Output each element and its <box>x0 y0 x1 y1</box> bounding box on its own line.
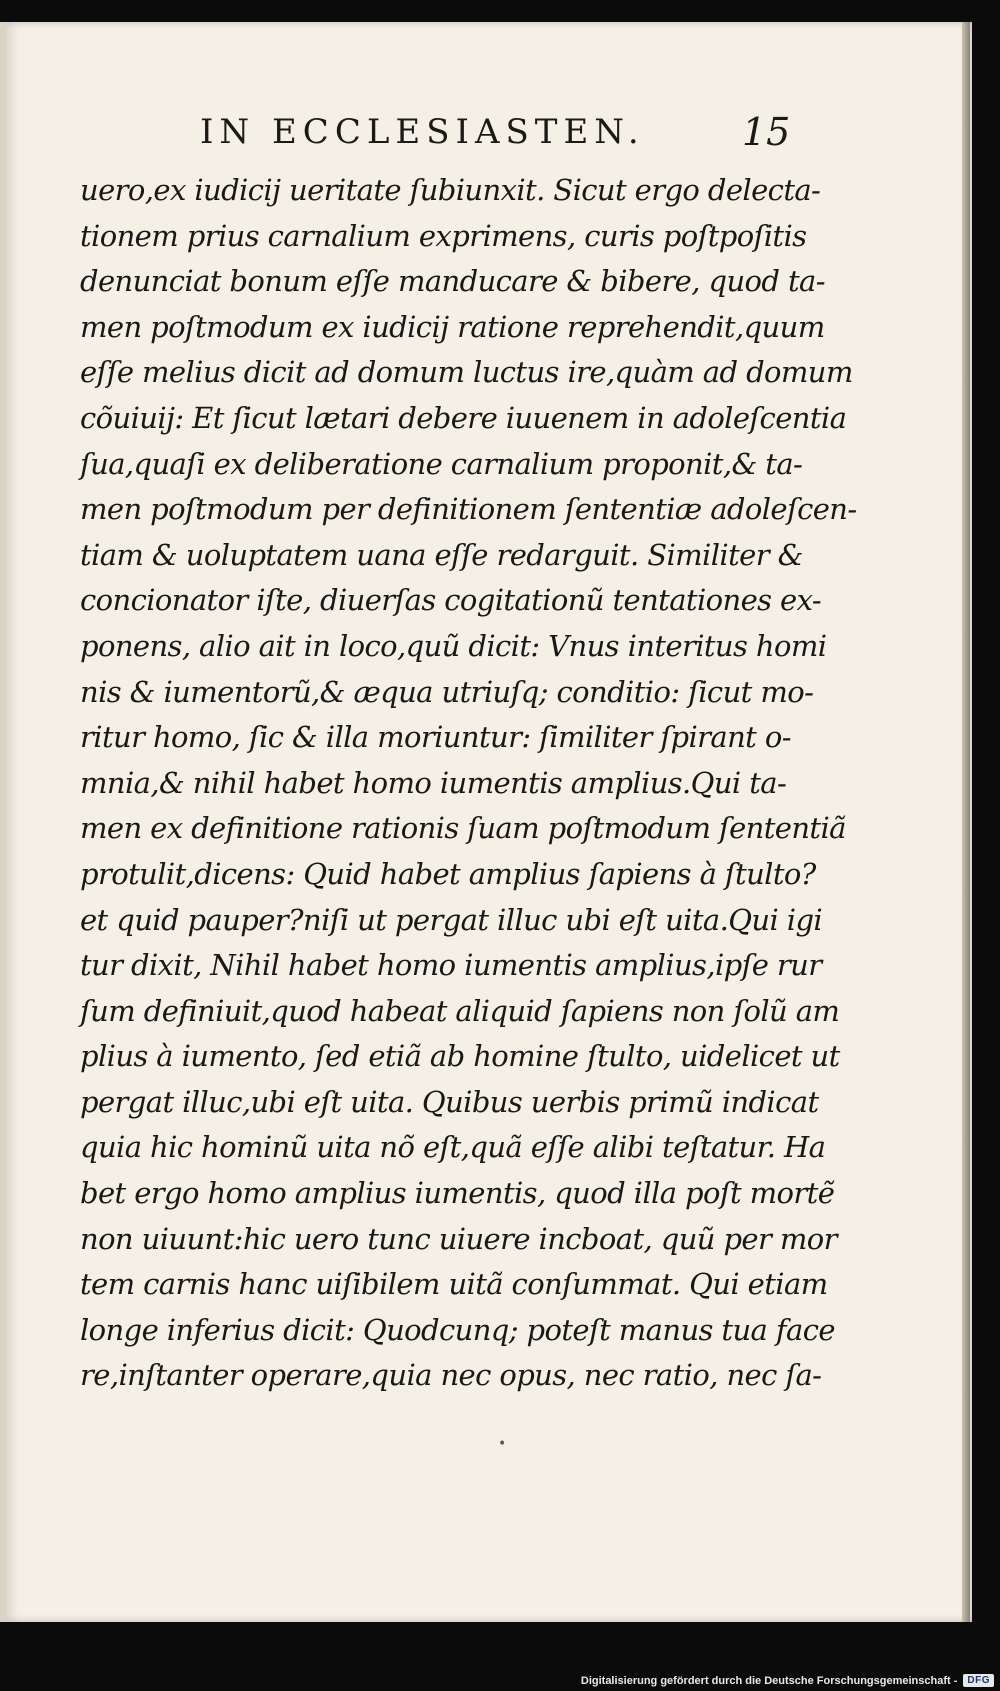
ink-mark: • <box>498 1436 507 1452</box>
text-line: men poſtmodum ex iudicij ratione reprehendit,quum <box>80 309 825 344</box>
text-line: plius à iumento, ſed etiã ab homine ſtulto, uidelicet ut <box>80 1039 840 1074</box>
text-line: tionem prius carnalium exprimens, curis poſtpoſitis <box>80 218 807 253</box>
text-line: quia hic hominũ uita nõ eſt,quã eſſe alibi teſtatur. Ha <box>80 1130 826 1165</box>
running-head: IN ECCLESIASTEN. <box>200 112 645 152</box>
text-line: cõuiuij: Et ſicut lætari debere iuuenem in adoleſcentia <box>80 400 847 435</box>
text-line: ſum definiuit,quod habeat aliquid ſapiens non ſolũ am <box>80 993 840 1028</box>
text-line: men ex definitione rationis ſuam poſtmodum ſententiã <box>80 811 846 846</box>
dfg-logo-icon: DFG <box>963 1674 994 1687</box>
text-line: mnia,& nihil habet homo iumentis amplius.Qui ta- <box>80 765 787 800</box>
text-line: non uiuunt:hic uero tunc uiuere incboat, quũ per mor <box>80 1221 837 1256</box>
text-line: nis & iumentorũ,& æqua utriuſq; conditio: ſicut mo- <box>80 674 814 709</box>
text-line: eſſe melius dicit ad domum luctus ire,quàm ad domum <box>80 355 853 390</box>
text-line: et quid pauper?niſi ut pergat illuc ubi eſt uita.Qui igi <box>80 902 823 937</box>
page-number: 15 <box>742 110 791 154</box>
text-line: denunciat bonum eſſe manducare & bibere, quod ta- <box>80 264 825 299</box>
text-line: ritur homo, ſic & illa moriuntur: ſimiliter ſpirant o- <box>80 720 791 755</box>
text-line: concionator iſte, diuerſas cogitationũ tentationes ex- <box>80 583 822 618</box>
body-text <box>80 168 857 1399</box>
text-line: longe inferius dicit: Quodcunq; poteſt manus tua face <box>80 1312 835 1347</box>
text-line: tem carnis hanc uiſibilem uitã conſummat. Qui etiam <box>80 1267 828 1302</box>
text-line: ſua,quaſi ex deliberatione carnalium proponit,& ta- <box>80 446 803 481</box>
page-edge <box>962 22 970 1622</box>
text-line: uero,ex iudicij ueritate ſubiunxit. Sicut ergo delecta- <box>80 173 821 207</box>
digitization-footer <box>581 1674 994 1687</box>
text-line: re,inſtanter operare,quia nec opus, nec ratio, nec ſa- <box>80 1358 822 1393</box>
text-line: protulit,dicens: Quid habet amplius ſapiens à ſtulto? <box>80 856 816 891</box>
text-line: tur dixit, Nihil habet homo iumentis amplius,ipſe rur <box>80 948 822 983</box>
text-line: pergat illuc,ubi eſt uita. Quibus uerbis primũ indicat <box>80 1084 819 1119</box>
text-line: bet ergo homo amplius iumentis, quod illa poſt mortẽ <box>80 1176 835 1211</box>
text-line: ponens, alio ait in loco,quũ dicit: Vnus interitus homi <box>80 628 827 663</box>
text-line: tiam & uoluptatem uana eſſe redarguit. Similiter & <box>80 537 803 572</box>
footer-text: Digitalisierung gefördert durch die Deutsche Forschungsgemeinschaft - <box>580 1674 958 1687</box>
text-line: men poſtmodum per definitionem ſententiæ adoleſcen- <box>80 492 857 527</box>
